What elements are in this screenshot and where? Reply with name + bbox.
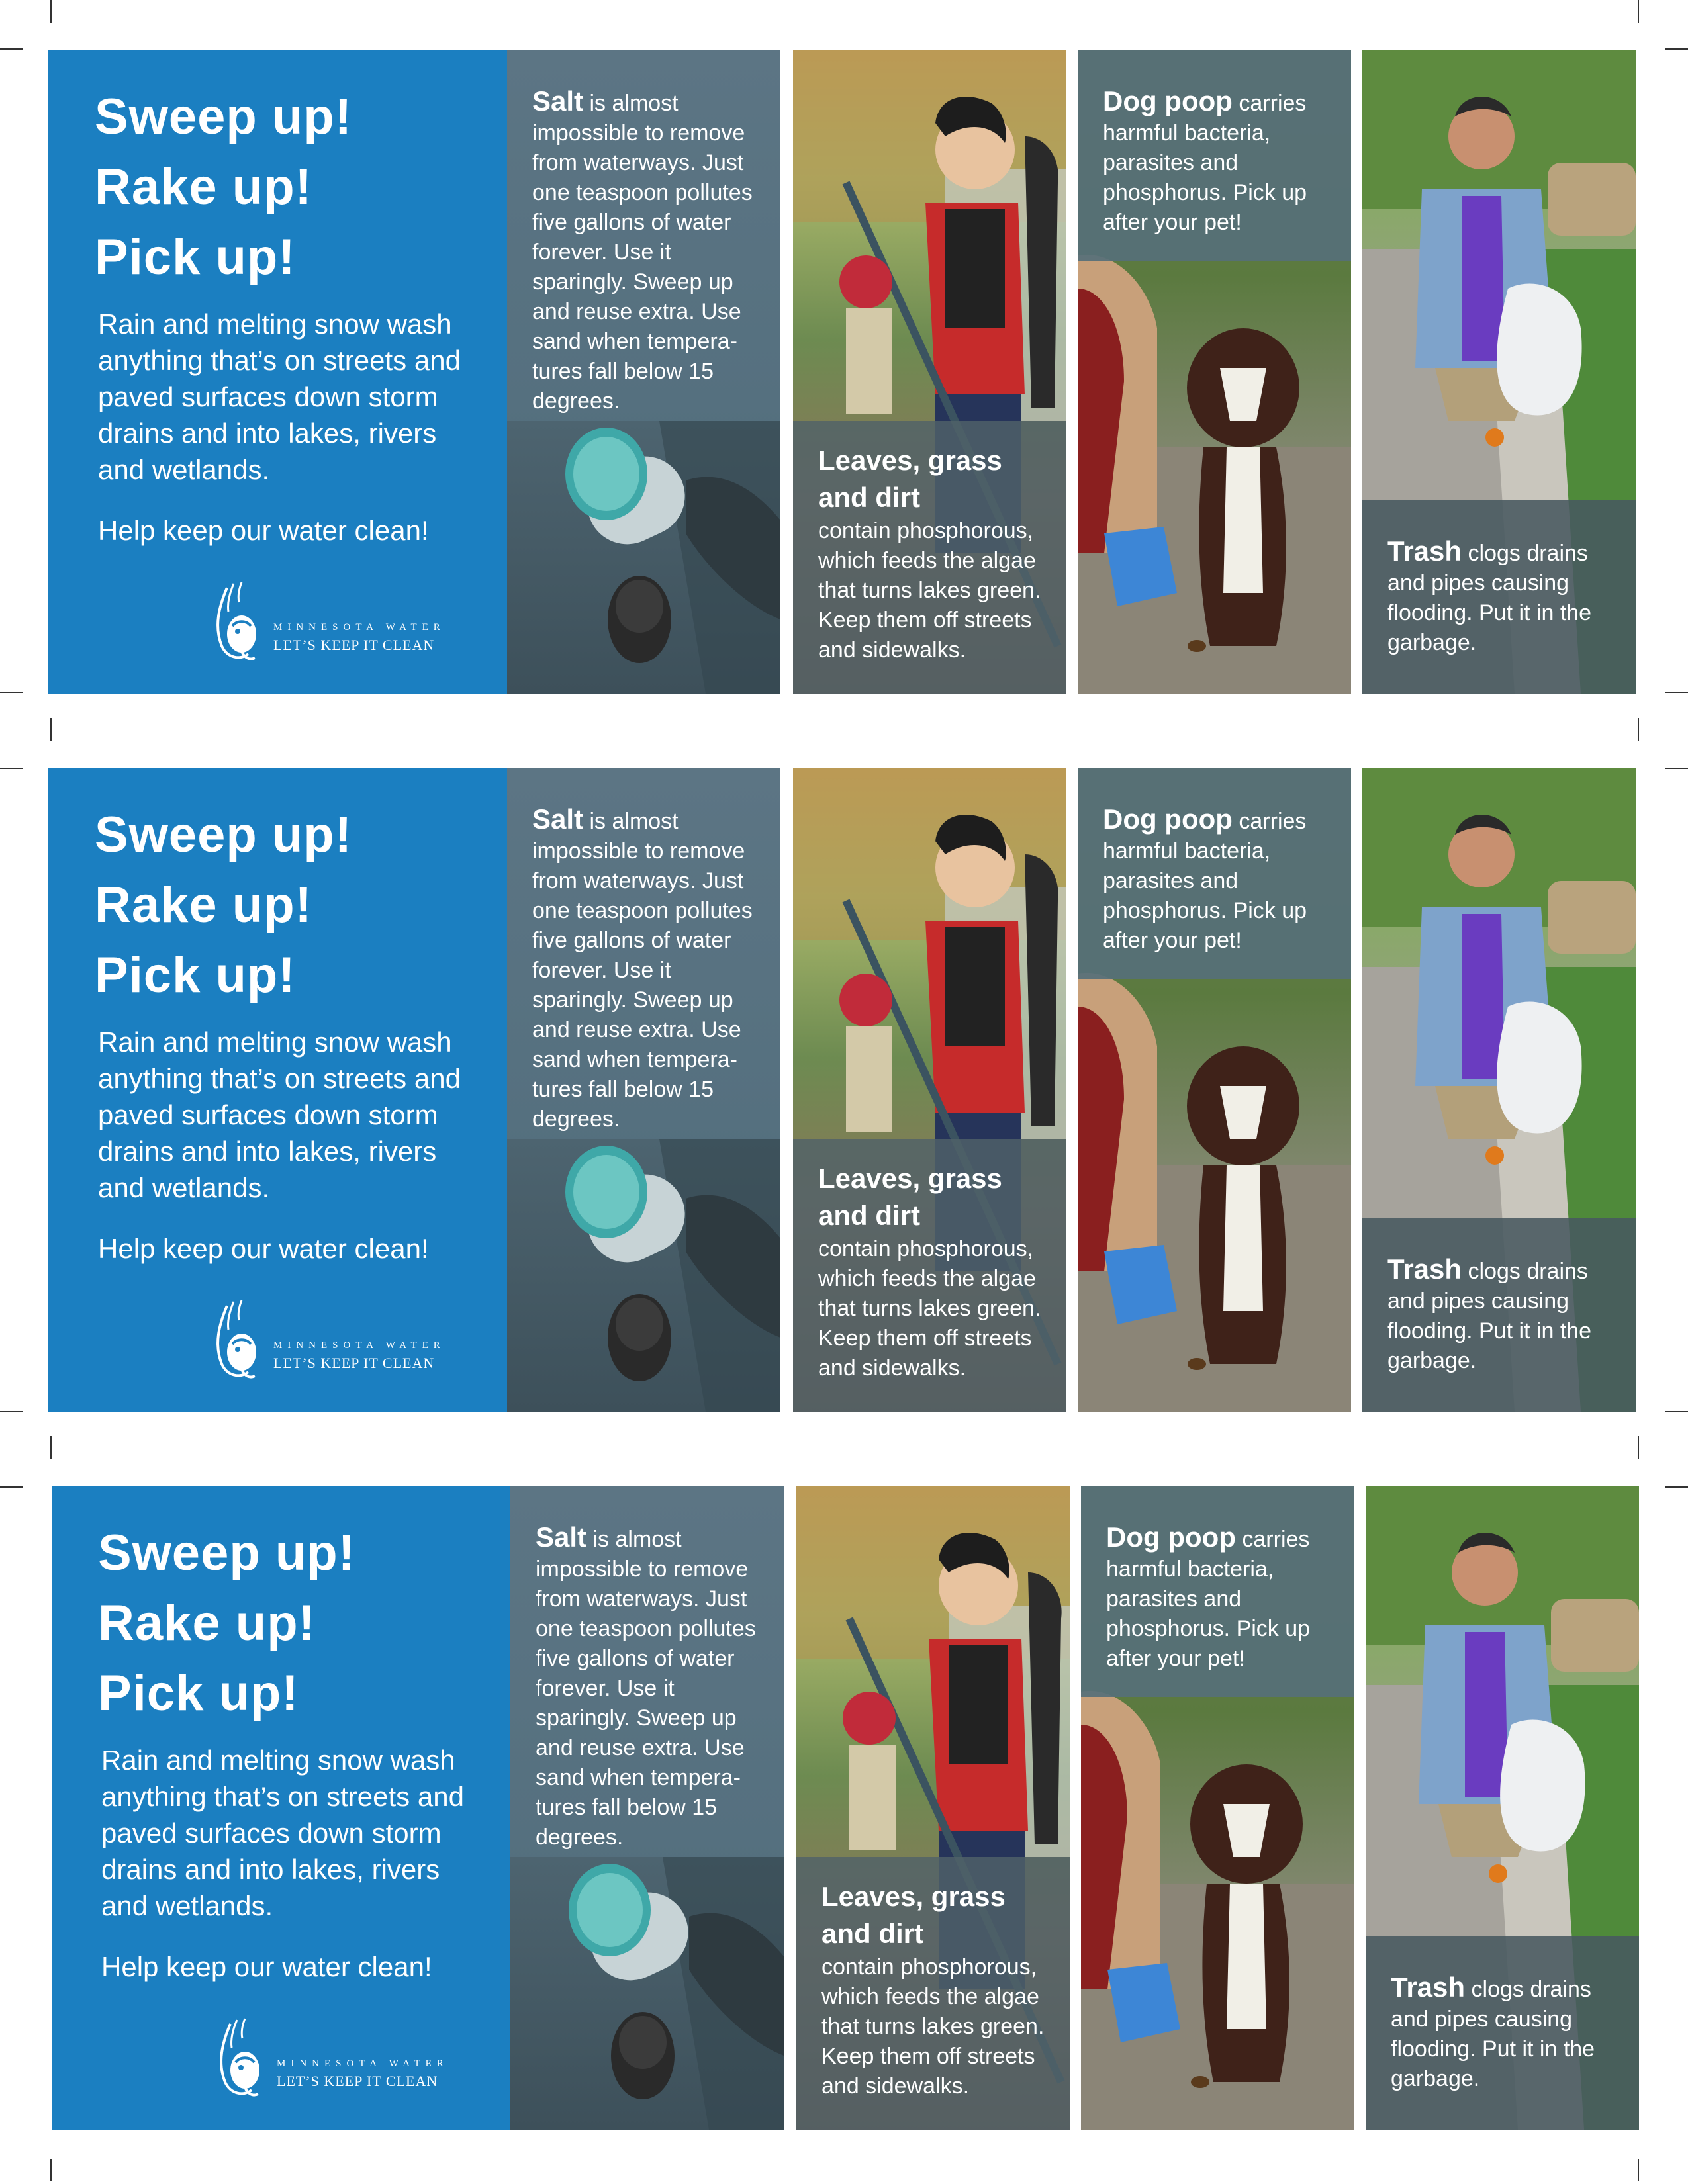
intro-cta: Help keep our water clean! [98, 515, 429, 546]
salt-text [536, 1522, 774, 1852]
crop-mark [50, 2159, 52, 2181]
trash-body: clogs drains and pipes causing flooding. Put it in the garbage. [1391, 1977, 1595, 2091]
headline-line-3: Pick up! [95, 229, 296, 285]
logo-line-1: MINNESOTA WATER [273, 622, 445, 633]
salt-scoop-illustration [507, 421, 780, 694]
logo-line-1: MINNESOTA WATER [277, 2058, 449, 2069]
trash-panel [1366, 1486, 1639, 2130]
crop-mark [1638, 718, 1639, 741]
leaves-text [818, 1160, 1056, 1383]
salt-lead: Salt [532, 803, 584, 835]
dog-panel [1078, 768, 1351, 1412]
crop-mark [50, 718, 52, 741]
salt-photo [507, 1139, 780, 1412]
trash-text [1387, 1254, 1626, 1376]
dog-body: carries harmful bacteria, parasites and phosphorus. Pick up after your pet! [1103, 809, 1307, 953]
salt-text [532, 86, 771, 416]
salt-lead: Salt [532, 85, 584, 116]
salt-scoop-illustration [510, 1857, 784, 2130]
salt-body: is almost impossible to remove from waterways. Just one teaspoon pollutes five gallons of water forever. Use it sparingly. Sweep up and reuse extra. Use sand when tempera-tures fall below 15 degrees. [532, 809, 753, 1132]
logo-line-2: LET’S KEEP IT CLEAN [273, 637, 435, 653]
salt-lead: Salt [536, 1522, 587, 1553]
minnesota-water-logo-icon [207, 1298, 271, 1384]
minnesota-water-logo [207, 1298, 445, 1384]
flyer-strip [0, 50, 1688, 694]
trash-lead: Trash [1387, 535, 1462, 567]
trash-lead: Trash [1391, 1972, 1466, 2003]
minnesota-water-logo [207, 580, 445, 666]
salt-panel [510, 1486, 784, 2130]
salt-panel [507, 50, 780, 694]
trash-panel [1362, 768, 1636, 1412]
headline-line-1: Sweep up! [95, 89, 353, 145]
minnesota-water-logo [211, 2016, 449, 2102]
leaves-lead: Leaves, grass and dirt [818, 445, 1002, 513]
dog-panel [1081, 1486, 1354, 2130]
dog-text [1103, 86, 1341, 238]
dog-body: carries harmful bacteria, parasites and phosphorus. Pick up after your pet! [1103, 91, 1307, 235]
intro-body: Rain and melting snow wash anything that’s on streets and paved surfaces down storm drains and into lakes, rivers and wetlands. [98, 308, 461, 485]
dog-text [1106, 1522, 1344, 1674]
salt-photo [507, 421, 780, 694]
trash-body: clogs drains and pipes causing flooding. Put it in the garbage. [1387, 1259, 1592, 1373]
headline-line-3: Pick up! [98, 1665, 299, 1721]
leaves-text [821, 1878, 1060, 2101]
dog-lead: Dog poop [1103, 85, 1233, 116]
headline [98, 1518, 355, 1729]
intro-panel [48, 768, 507, 1412]
intro-cta: Help keep our water clean! [98, 1233, 429, 1264]
crop-mark [1665, 48, 1688, 50]
intro-body: Rain and melting snow wash anything that’s on streets and paved surfaces down storm drains and into lakes, rivers and wetlands. [101, 1745, 464, 1921]
logo-line-2: LET’S KEEP IT CLEAN [277, 2073, 438, 2089]
salt-text [532, 804, 771, 1134]
logo-line-1: MINNESOTA WATER [273, 1340, 445, 1351]
trash-body: clogs drains and pipes causing flooding. Put it in the garbage. [1387, 541, 1592, 655]
leaves-panel [793, 768, 1066, 1412]
leaves-body: contain phosphorous, which feeds the algae that turns lakes green. Keep them off streets and sidewalks. [818, 518, 1041, 662]
leaves-body: contain phosphorous, which feeds the algae that turns lakes green. Keep them off streets and sidewalks. [821, 1954, 1045, 2099]
intro-panel [52, 1486, 510, 2130]
intro-body: Rain and melting snow wash anything that’s on streets and paved surfaces down storm drains and into lakes, rivers and wetlands. [98, 1026, 461, 1203]
dog-body: carries harmful bacteria, parasites and phosphorus. Pick up after your pet! [1106, 1527, 1311, 1671]
crop-mark [50, 1436, 52, 1459]
trash-text [1387, 536, 1626, 658]
leaves-lead: Leaves, grass and dirt [818, 1163, 1002, 1231]
leaves-panel [796, 1486, 1070, 2130]
trash-lead: Trash [1387, 1253, 1462, 1285]
headline-line-3: Pick up! [95, 947, 296, 1003]
dog-panel [1078, 50, 1351, 694]
trash-text [1391, 1972, 1629, 2094]
minnesota-water-logo-icon [211, 2016, 274, 2102]
headline-line-1: Sweep up! [98, 1525, 356, 1581]
crop-mark [1638, 2159, 1639, 2181]
crop-mark [0, 48, 23, 50]
crop-mark [1638, 1436, 1639, 1459]
headline-line-2: Rake up! [95, 159, 312, 215]
flyer-strip [3, 1486, 1688, 2130]
intro-panel [48, 50, 507, 694]
flyer-strip [0, 768, 1688, 1412]
headline [95, 82, 352, 293]
intro-cta: Help keep our water clean! [101, 1951, 432, 1982]
salt-scoop-illustration [507, 1139, 780, 1412]
trash-panel [1362, 50, 1636, 694]
salt-photo [510, 1857, 784, 2130]
leaves-text [818, 442, 1056, 665]
crop-mark [1638, 0, 1639, 23]
salt-panel [507, 768, 780, 1412]
minnesota-water-logo-icon [207, 580, 271, 666]
logo-line-2: LET’S KEEP IT CLEAN [273, 1355, 435, 1371]
crop-mark [50, 0, 52, 23]
leaves-body: contain phosphorous, which feeds the algae that turns lakes green. Keep them off streets and sidewalks. [818, 1236, 1041, 1381]
headline [95, 800, 352, 1011]
leaves-lead: Leaves, grass and dirt [821, 1881, 1006, 1949]
salt-body: is almost impossible to remove from waterways. Just one teaspoon pollutes five gallons of water forever. Use it sparingly. Sweep up and reuse extra. Use sand when tempera-tures fall below 15 degrees. [532, 91, 753, 414]
salt-body: is almost impossible to remove from waterways. Just one teaspoon pollutes five gallons of water forever. Use it sparingly. Sweep up and reuse extra. Use sand when tempera-tures fall below 15 degrees. [536, 1527, 756, 1850]
headline-line-1: Sweep up! [95, 807, 353, 863]
headline-line-2: Rake up! [98, 1595, 316, 1651]
headline-line-2: Rake up! [95, 877, 312, 933]
dog-text [1103, 804, 1341, 956]
dog-lead: Dog poop [1103, 803, 1233, 835]
leaves-panel [793, 50, 1066, 694]
dog-lead: Dog poop [1106, 1522, 1236, 1553]
